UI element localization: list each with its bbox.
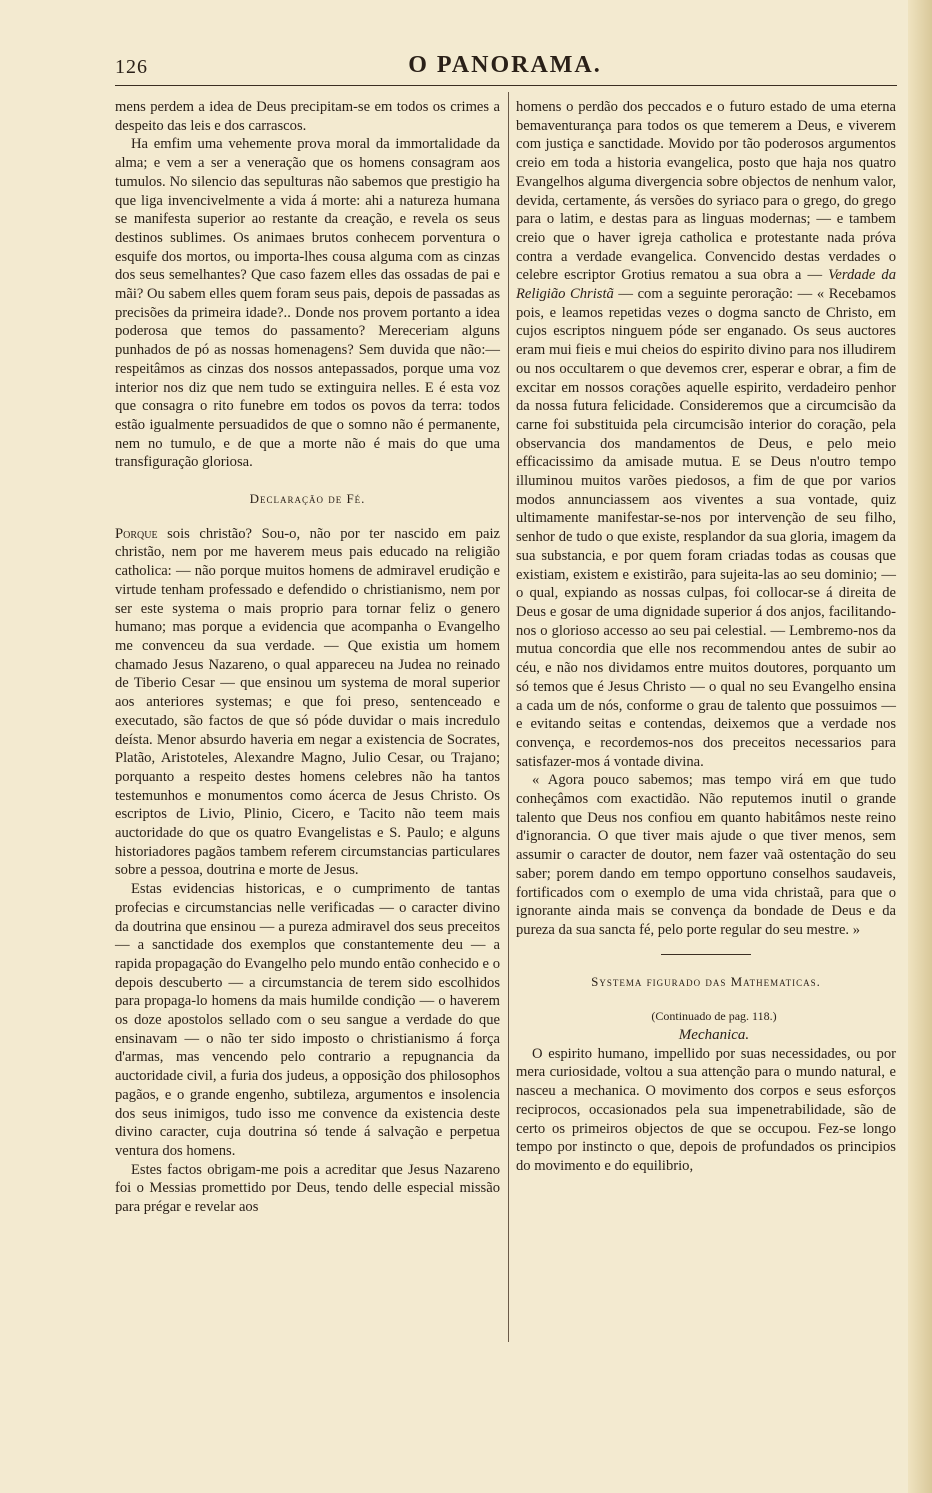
page-edge [908, 0, 932, 1493]
section-heading: Systema figurado das Mathematicas. [591, 973, 821, 989]
paragraph: mens perdem a idea de Deus precipitam-se em todos os crimes a despeito das leis e dos carrascos. [115, 99, 500, 134]
running-title: O PANORAMA. [408, 52, 602, 78]
lead-word: Porque [115, 525, 158, 542]
section-heading: Declaração de Fé. [249, 491, 366, 507]
paragraph-text: sois christão? Sou-o, não por ter nascido em paiz christão, nem por me haverem meus pais educado na religião catholica: — não porque muitos homens de admiravel erudição e virtude tenham professado e defendido o christianismo, nem por ser este systema o mais proprio para tornar feliz o genero humano; mas porque a evidencia que acompanha o Evangelho me convenceu da sua verdade. — Que existia um homem chamado Jesus Nazareno, o qual appareceu na Judea no reinado de Tiberio Cesar — que ensinou um systema de moral superior aos anteriores systemas; e que foi preso, sentenceado e executado, são factos de que só póde duvidar o mais incredulo deísta. Menor absurdo haveria em negar a existencia de Socrates, Platão, Aristoteles, Alexandre Magno, Julio Cesar, ou Trajano; porquanto a respeito destes homens celebres não ha tantos testemunhos e monumentos como ácerca de Jesus Christo. Os escriptos de Livio, Plinio, Cicero, e Tacito não teem mais auctoridade do que os quatro Evangelistas e S. Paulo; e alguns historiadores pagãos tambem referem circumstancias particulares sobre a pessoa, doutrina e morte de Jesus. [115, 525, 500, 879]
continuation-note: (Continuado de pag. 118.) [651, 1009, 777, 1024]
subsection-heading: Mechanica. [678, 1027, 750, 1044]
paragraph-text: homens o perdão dos peccados e o futuro estado de uma eterna bemaventurança para todos os que temerem a Deus, e viverem com justiça e sanctidade. Movido por tão poderosos argumentos creio em toda a historia evangelica, posto que haja nos quatro Evangelhos alguma divergencia sobre objectos de nenhum valor, devida, certamente, ás versões do syriaco para o grego, do grego para o latim, e destas para as linguas modernas; — e tambem creio que o haver igreja catholica e protestante nada próva contra a verdade evangelica. Convencido destas verdades o celebre escriptor Grotius rematou a sua obra a — [516, 99, 896, 284]
page-header [115, 50, 895, 84]
paragraph [516, 98, 896, 771]
paragraph: O espirito humano, impellido por suas necessidades, ou por mera curiosidade, voltou a sua attenção para o mundo natural, e nasceu a mechanica. O movimento dos corpos e seus esforços reciprocos, occasionados pela sua impenetrabilidade, são de certo os primeiros objectos de que se occupou. Fez-se longo tempo por instincto o que, depois de profundados os principios do movimento e do equilibrio, [516, 1045, 896, 1174]
book-title: Verdade da Religião Christã [516, 267, 896, 303]
header-rule [115, 85, 897, 86]
section-rule [661, 954, 751, 955]
paragraph: Estas evidencias historicas, e o cumprimento de tantas profecias e circumstancias nelle verificadas — o caracter divino da doutrina que ensinou — a pureza admiravel dos seus preceitos — a sanctidade dos exemplos que constantemente deu — a rapida propagação do Evangelho pelo mundo então conhecido e o depois descuberto — a circumstancia de terem sido escolhidos para propaga-lo homens da mais humilde condição — o haverem os doze apostolos sellado com o seu sangue a verdade do que ensinavam — o não ter sido imposto o christianismo á força d'armas, mas vencendo pelo contrario a repugnancia da auctoridade civil, a furia dos judeus, a opposição dos philosophos pagãos, e o grande engenho, subtileza, argumentos e insolencia dos seus inimigos, tudo isso me convence da existencia deste divino caracter, cuja doutrina só tende á salvação e perpetua ventura dos homens. [115, 881, 500, 1159]
paragraph: Ha emfim uma vehemente prova moral da immortalidade da alma; e vem a ser a veneração que os homens consagram aos tumulos. No silencio das sepulturas não sabemos que prestigio ha que liga invencivelmente a vida á morte: ahi a natureza humana se manifesta superior ao restante da creação, e revela os seus destinos sublimes. Os animaes brutos conhecem porventura o esquife dos mortos, ou importa-lhes cousa alguma com as cinzas dos seus semelhantes? Que caso fazem elles das ossadas de pai e mãi? Ou sabem elles quem foram seus pais, depois de passadas as precisões da primeira idade?.. Donde nos provem portanto a idea poderosa que temos do passamento? Mereceriam alguns punhados de pó as nossas homenagens? Sem duvida que não:— respeitâmos as cinzas dos nossos antepassados, porque uma voz interior nos diz que nem tudo se extinguira nelles. E é esta voz que consagra o rito funebre em todos os povos da terra: todos estão igualmente persuadidos de que o somno não é permanente, nem no tumulo, e de que a morte não é mais do que uma transfiguração gloriosa. [115, 136, 501, 471]
paragraph: « Agora pouco sabemos; mas tempo virá em que tudo conheçâmos com exactidão. Não reputemos inutil o grande talento que Deus nos confiou em quanto habitâmos neste reino d'ignorancia. O que tiver mais ajude o que tiver menos, sem assumir o caracter de doutor, nem fazer vaã ostentação do seu saber; porem dando em tempo opportuno conselhos saudaveis, fortificados com o exemplo de uma vida christaã, para que o ignorante ainda mais se convença da bondade de Deus e da pureza da sua sancta fé, pelo porte regular do seu mestre. » [516, 772, 896, 938]
paragraph-text: — com a seguinte peroração: — « Recebamos pois, e leamos repetidas vezes o dogma sancto de Christo, em cujos escriptos ninguem póde ser enganado. Os seus auctores eram mui fieis e mui cheios do espirito divino para nos illudirem ou nos occultarem o que devemos crer, esperar e obrar, a fim de excitar em nossos corações aquelle espirito, verdadeiro penhor da nossa futura felicidade. Consideremos que a circumcisão da carne foi substituida pela circumcisão interior do coração, pela observancia dos mandamentos de Deus, e pelo meio efficacissimo da amisade mutua. E se Deus n'outro tempo illuminou muitos varões piedosos, a fim de que por varios modos annunciassem aos viventes a sua vontade, quiz ultimamente manifestar-se-nos por intervenção de seu filho, senhor de tudo o que existe, resplandor da sua gloria, imagem da sua substancia, e por quem foram criadas todas as cousas que existiam, existem e existirão, para sujeita-las ao seu dominio; — o qual, expiando as nossas culpas, foi collocar-se á direita de Deus e gosar de uma dignidade superior á dos anjos, facilitando-nos o glorioso accesso ao seu pai celestial. — Lembremo-nos da mutua concordia que elle nos recommendou antes de subir ao céu, e não nos dividamos entre muitos doutores, porquanto um só temos que é Jesus Christo — o qual no seu Evangelho ensina a cada um de nós, conforme o grau de talento que possuimos — e evitando seitas e contendas, deixemos que a verdade nos convença, e recordemos-nos dos preceitos necessarios para satisfazer-mos á vontade divina. [516, 286, 896, 770]
right-column [516, 98, 896, 1176]
paragraph [115, 525, 500, 880]
left-column [115, 98, 500, 1217]
paragraph: Estes factos obrigam-me pois a acreditar que Jesus Nazareno foi o Messias promettido por Deus, tendo delle especial missão para prégar e revelar aos [115, 1161, 500, 1216]
column-divider [508, 92, 509, 1342]
page-number: 126 [115, 56, 148, 78]
